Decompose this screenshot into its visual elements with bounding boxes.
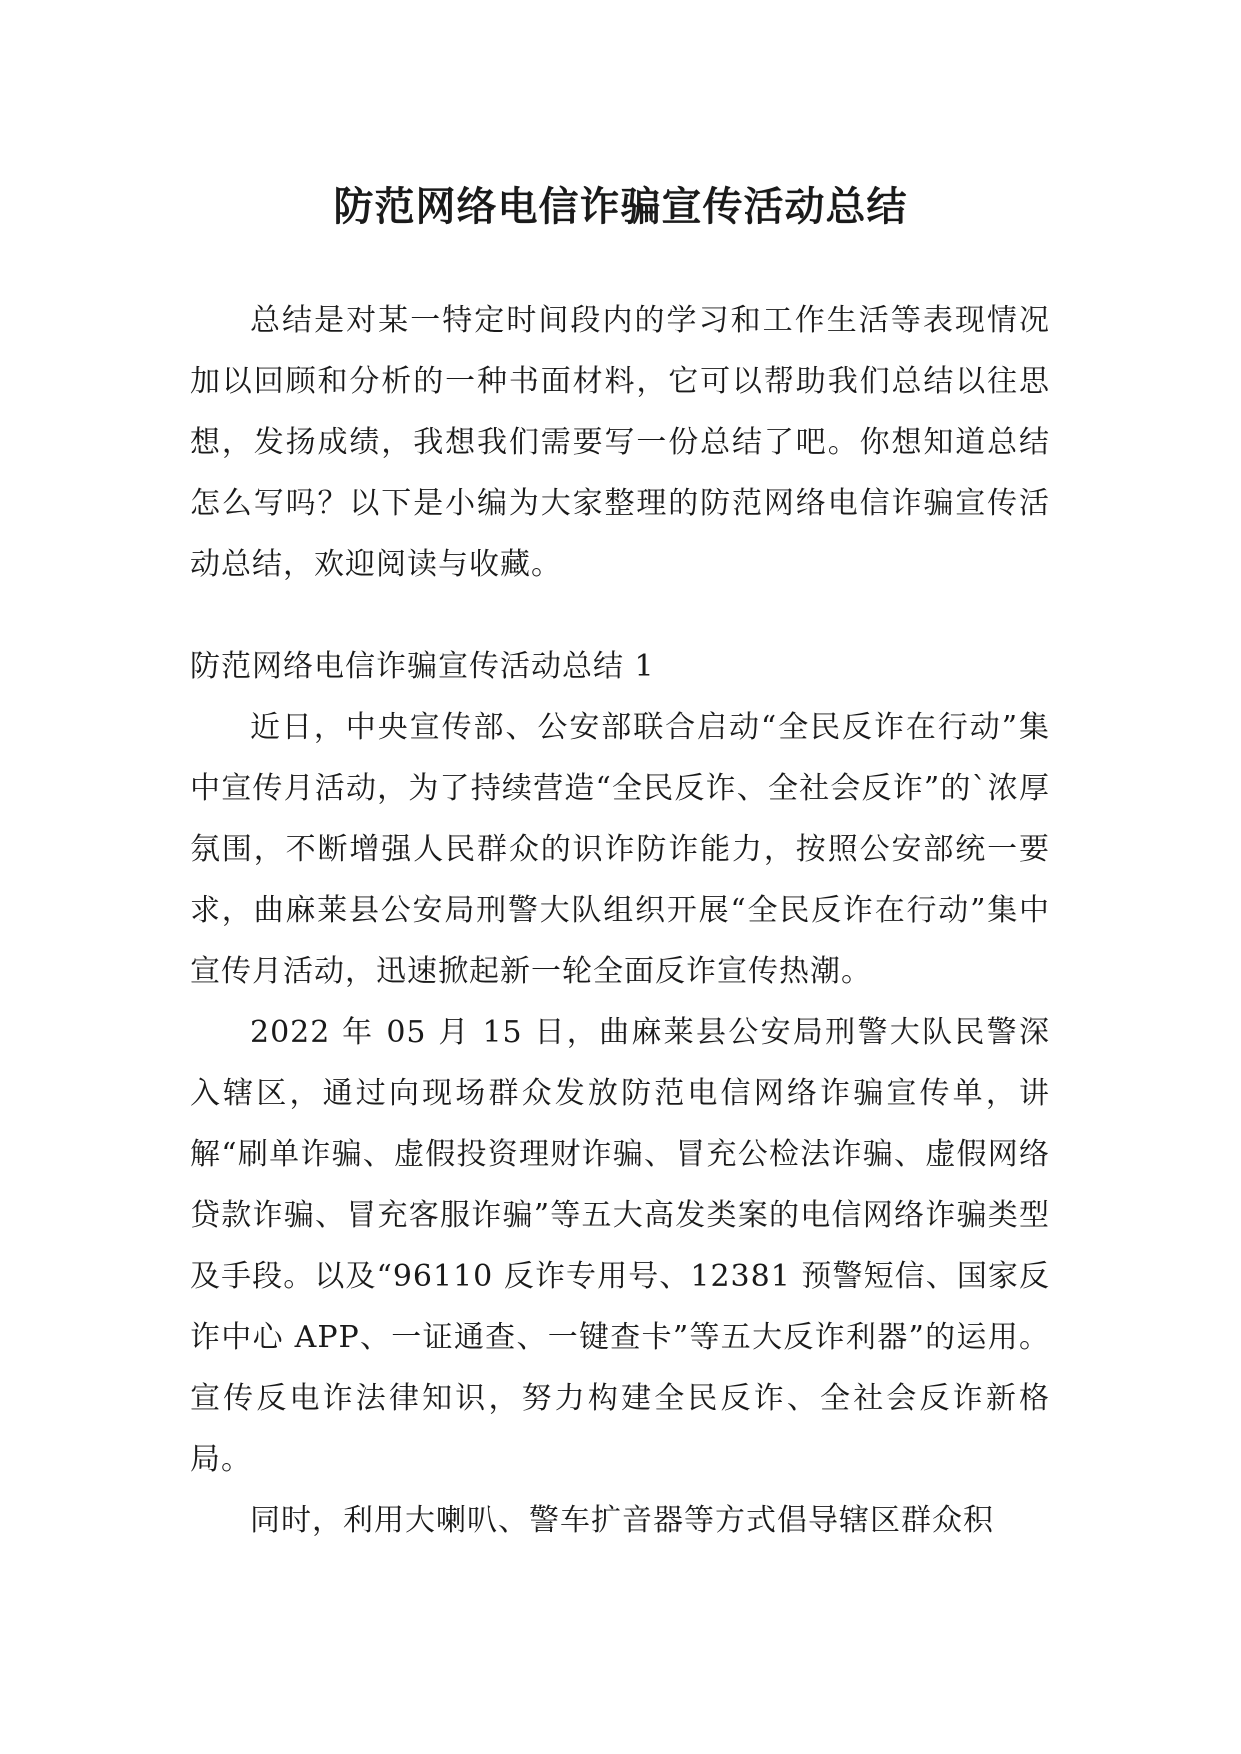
document-title: 防范网络电信诈骗宣传活动总结 bbox=[333, 183, 908, 230]
body-paragraph-2: 2022 年 05 月 15 日，曲麻莱县公安局刑警大队民警深入辖区，通过向现场群众发放防范电信网络诈骗宣传单，讲解“刷单诈骗、虚假投资理财诈骗、冒充公检法诈骗、虚假网络贷款诈骗、冒充客服诈骗”等五大高发类案的电信网络诈骗类型及手段。以及“96110 反诈专用号、12381 预警短信、国家反诈中心 APP、一证通查、一键查卡”等五大反诈利器”的运用。宣传反电诈法律知识，努力构建全民反诈、全社会反诈新格局。 bbox=[190, 1015, 1050, 1477]
body-paragraph-1: 近日，中央宣传部、公安部联合启动“全民反诈在行动”集中宣传月活动，为了持续营造“全民反诈、全社会反诈”的`浓厚氛围，不断增强人民群众的识诈防诈能力，按照公安部统一要求，曲麻莱县公安局刑警大队组织开展“全民反诈在行动”集中宣传月活动，迅速掀起新一轮全面反诈宣传热潮。 bbox=[190, 710, 1050, 989]
body-paragraph-3: 同时，利用大喇叭、警车扩音器等方式倡导辖区群众积 bbox=[250, 1503, 994, 1538]
intro-paragraph: 总结是对某一特定时间段内的学习和工作生活等表现情况加以回顾和分析的一种书面材料，它可以帮助我们总结以往思想，发扬成绩，我想我们需要写一份总结了吧。你想知道总结怎么写吗？以下是小编为大家整理的防范网络电信诈骗宣传活动总结，欢迎阅读与收藏。 bbox=[190, 303, 1050, 582]
document-body bbox=[190, 290, 1050, 1551]
section-heading: 防范网络电信诈骗宣传活动总结 1 bbox=[190, 649, 655, 684]
